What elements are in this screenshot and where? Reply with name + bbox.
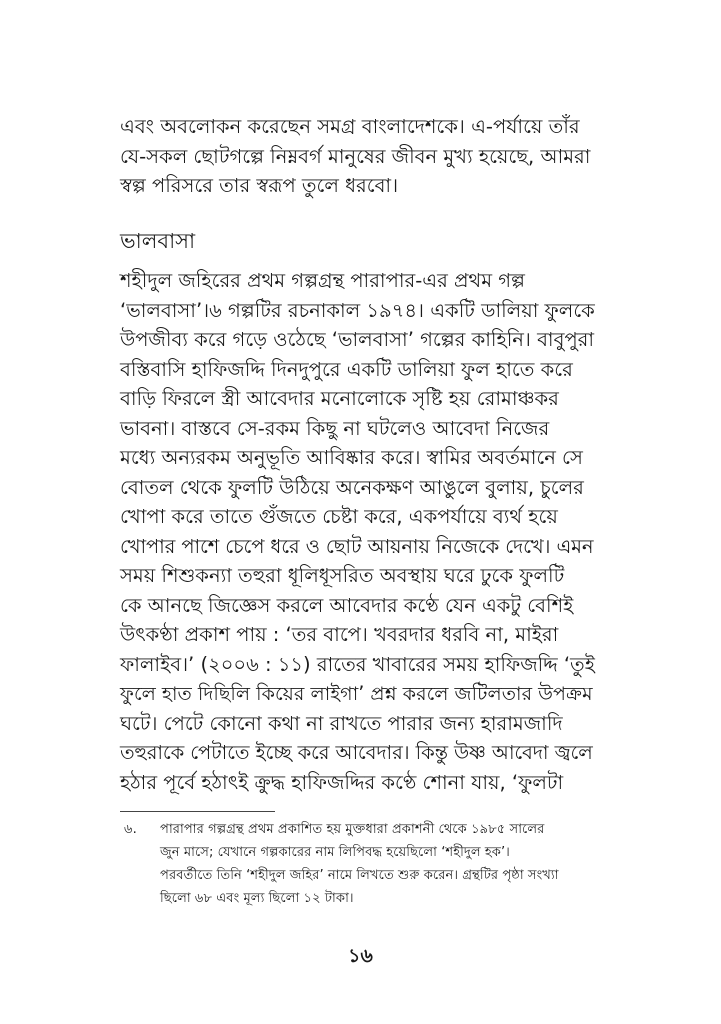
text-line: এবং অবলোকন করেছেন সমগ্র বাংলাদেশকে। এ-পর্যায়ে তাঁর [120, 115, 580, 138]
page-number: ১৬ [348, 945, 373, 967]
text-line: বস্তিবাসি হাফিজদ্দি দিনদুপুরে একটি ডালিয়া ফুল হাতে করে [120, 357, 573, 381]
footnote-number: ৬. [124, 822, 137, 837]
text-line: ঘটে। পেটে কোনো কথা না রাখতে পারার জন্য হারামজাদি [120, 711, 563, 735]
footnote-text [160, 818, 600, 910]
footnote-line: জুন মাসে; যেখানে গল্পকারের নাম লিপিবদ্ধ হয়েছিলো ‘শহীদুল হক’। [160, 845, 510, 860]
text-line: ‘ভালবাসা’।৬ গল্পটির রচনাকাল ১৯৭৪। একটি ডালিয়া ফুলকে [120, 298, 595, 322]
text-line: ফুলে হাত দিছিলি কিয়ের লাইগা’ প্রশ্ন করলে জটিলতার উপক্রম [120, 682, 593, 705]
text-line: মধ্যে অন্যরকম অনুভূতি আবিষ্কার করে। স্বামির অবর্তমানে সে [120, 446, 583, 469]
text-line: শহীদুল জহিরের প্রথম গল্পগ্রন্থ পারাপার-এর প্রথম গল্প [120, 269, 525, 292]
text-line: ভাবনা। বাস্তবে সে-রকম কিছু না ঘটলেও আবেদা নিজের [120, 416, 550, 440]
text-line: খোপা করে তাতে গুঁজতে চেষ্টা করে, একপর্যায়ে ব্যর্থ হয়ে [120, 505, 558, 528]
footnote-divider [120, 811, 275, 812]
text-line: খোপার পাশে চেপে ধরে ও ছোট আয়নায় নিজেকে দেখে। এমন [120, 534, 594, 558]
text-line: যে-সকল ছোটগল্পে নিম্নবর্গ মানুষের জীবন মুখ্য হয়েছে, আমরা [120, 144, 591, 168]
text-line: কে আনছে জিজ্ঞেস করলে আবেদার কণ্ঠে যেন একটু বেশিই [120, 593, 574, 617]
text-line: ফালাইব।’ (২০০৬ : ১১) রাতের খাবারের সময় হাফিজদ্দি ‘তুই [120, 652, 595, 676]
text-line: তহুরাকে পেটাতে ইচ্ছে করে আবেদার। কিন্তু উষ্ণ আবেদা জ্বলে [120, 741, 593, 764]
text-line: স্বল্প পরিসরে তার স্বরূপ তুলে ধরবো। [120, 174, 399, 197]
text-line: উপজীব্য করে গড়ে ওঠেছে ‘ভালবাসা’ গল্পের কাহিনি। বাবুপুরা [120, 328, 595, 351]
footnote-line: পারাপার গল্পগ্রন্থ প্রথম প্রকাশিত হয় মুক্তধারা প্রকাশনী থেকে ১৯৮৫ সালের [160, 822, 545, 837]
footnote-line: পরবর্তীতে তিনি ‘শহীদুল জহির’ নামে লিখতে শুরু করেন। গ্রন্থটির পৃষ্ঠা সংখ্যা [160, 868, 559, 883]
body-paragraph [120, 266, 598, 797]
text-line: সময় শিশুকন্যা তহুরা ধূলিধূসরিত অবস্থায় ঘরে ঢুকে ফুলটি [120, 564, 565, 587]
text-line: হঠার পূর্বে হঠাৎই ক্রুদ্ধ হাফিজদ্দির কণ্ঠে শোনা যায়, ‘ফুলটা [120, 770, 564, 794]
text-line: বাড়ি ফিরলে স্ত্রী আবেদার মনোলোকে সৃষ্টি হয় রোমাঞ্চকর [120, 387, 559, 410]
text-line: উৎকণ্ঠা প্রকাশ পায় : ‘তর বাপে। খবরদার ধরবি না, মাইরা [120, 623, 559, 646]
section-heading: ভালবাসা [120, 229, 196, 253]
intro-paragraph [120, 112, 598, 201]
footnote-line: ছিলো ৬৮ এবং মূল্য ছিলো ১২ টাকা। [160, 891, 354, 906]
text-line: বোতল থেকে ফুলটি উঠিয়ে অনেকক্ষণ আঙুলে বুলায়, চুলের [120, 475, 584, 499]
